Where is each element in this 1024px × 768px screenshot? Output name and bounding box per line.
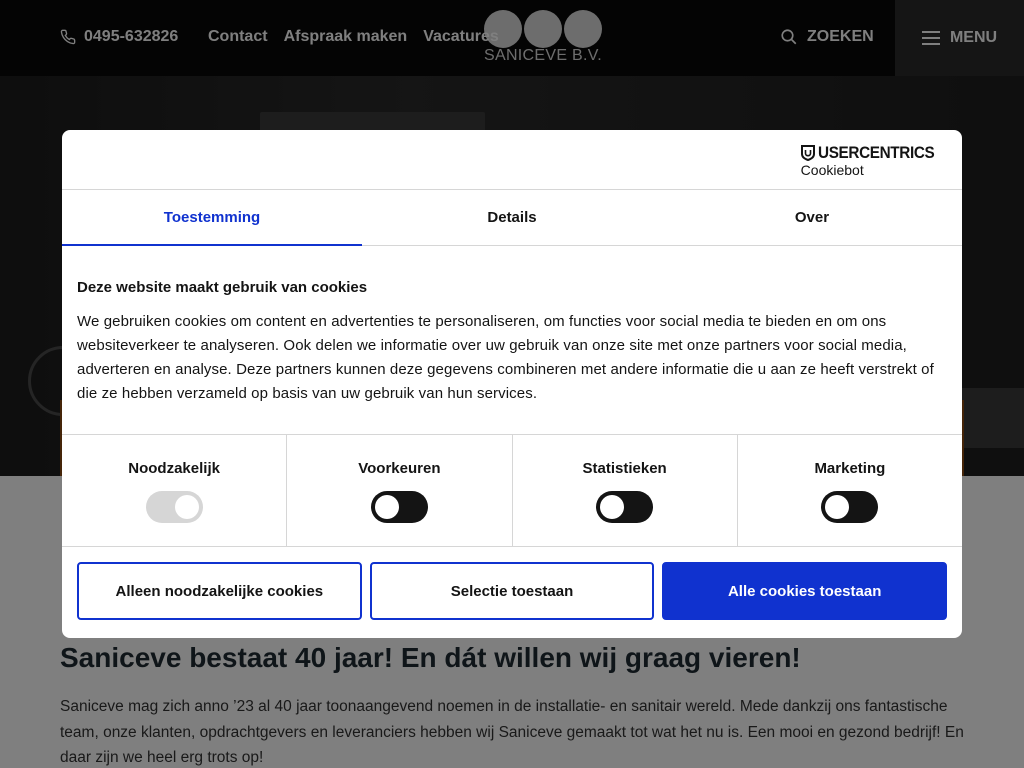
brand-sub: Cookiebot bbox=[800, 162, 864, 178]
category-label: Statistieken bbox=[582, 460, 667, 477]
shield-icon bbox=[801, 145, 815, 161]
toggle-knob bbox=[175, 495, 199, 519]
category-label: Noodzakelijk bbox=[128, 460, 220, 477]
toggle-knob bbox=[600, 495, 624, 519]
toggle-knob bbox=[825, 495, 849, 519]
dialog-buttons bbox=[62, 547, 962, 620]
cookie-categories bbox=[62, 435, 962, 547]
cookiebot-brand bbox=[801, 144, 947, 178]
dialog-title: Deze website maakt gebruik van cookies bbox=[77, 279, 368, 296]
dialog-text: We gebruiken cookies om content en advertenties te personaliseren, om functies voor social media te bieden en om ons websiteverkeer te analyseren. Ook delen we informatie over uw gebruik van onze site met onze partners voor social media, adverteren en analyse. Deze partners kunnen deze gegevens combineren met andere informatie die u aan ze heeft verstrekt of die ze hebben verzameld op basis van uw gebruik van hun services. bbox=[77, 313, 934, 402]
category-noodzakelijk bbox=[62, 435, 287, 546]
dialog-body bbox=[62, 246, 962, 435]
category-voorkeuren bbox=[287, 435, 512, 546]
cookie-consent-dialog bbox=[62, 130, 962, 638]
toggle-noodzakelijk[interactable] bbox=[146, 491, 203, 523]
tab-toestemming[interactable]: Toestemming bbox=[62, 190, 362, 245]
toggle-voorkeuren[interactable] bbox=[371, 491, 428, 523]
brand-name: USERCENTRICS bbox=[817, 143, 935, 162]
allow-all-button[interactable]: Alle cookies toestaan bbox=[662, 562, 947, 620]
category-label: Marketing bbox=[814, 460, 886, 477]
category-label: Voorkeuren bbox=[358, 460, 441, 477]
toggle-knob bbox=[375, 495, 399, 519]
necessary-only-button[interactable]: Alleen noodzakelijke cookies bbox=[77, 562, 362, 620]
category-marketing bbox=[738, 435, 962, 546]
tab-details[interactable]: Details bbox=[487, 209, 537, 226]
tab-over[interactable]: Over bbox=[794, 209, 830, 226]
dialog-header bbox=[62, 130, 962, 190]
allow-selection-button[interactable]: Selectie toestaan bbox=[370, 562, 655, 620]
category-statistieken bbox=[513, 435, 738, 546]
dialog-tabs bbox=[62, 190, 962, 246]
toggle-statistieken[interactable] bbox=[596, 491, 653, 523]
toggle-marketing[interactable] bbox=[821, 491, 878, 523]
